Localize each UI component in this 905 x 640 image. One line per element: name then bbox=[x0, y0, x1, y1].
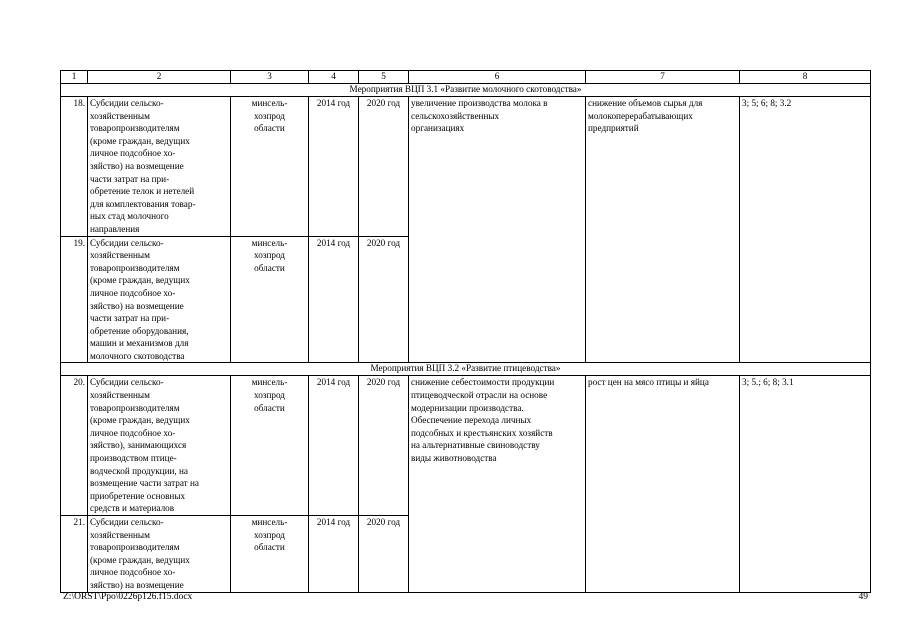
page-number: 49 bbox=[858, 592, 868, 602]
start-year: 2014 год bbox=[309, 376, 359, 516]
expected-result: увеличение производства молока в сельскохозяйственных организациях bbox=[409, 97, 586, 363]
end-year: 2020 год bbox=[359, 97, 409, 237]
row-number: 21. bbox=[61, 516, 88, 593]
section-row bbox=[61, 84, 871, 97]
header-cell: 4 bbox=[309, 71, 359, 84]
header-cell: 8 bbox=[740, 71, 871, 84]
start-year: 2014 год bbox=[309, 516, 359, 593]
table-row bbox=[61, 97, 871, 237]
risk-consequence: рост цен на мясо птицы и яйца bbox=[586, 376, 740, 592]
expected-result: снижение себестоимости продукции птицеводческой отрасли на основе модернизации производства. Обеспечение перехода личных подсобных и крестьянских хозяйств на альтернативные свиноводству виды животноводства bbox=[409, 376, 586, 592]
measure-name: Субсидии сельско- хозяйственным товаропроизводителям (кроме граждан, ведущих личное подсобное хо- зяйство) на возмещение bbox=[88, 516, 231, 593]
header-cell: 1 bbox=[61, 71, 88, 84]
program-table bbox=[60, 70, 871, 593]
header-cell: 5 bbox=[359, 71, 409, 84]
executor: минсель- хозпрод области bbox=[231, 97, 309, 237]
header-cell: 3 bbox=[231, 71, 309, 84]
start-year: 2014 год bbox=[309, 236, 359, 363]
start-year: 2014 год bbox=[309, 97, 359, 237]
related-indicators: 3; 5; 6; 8; 3.2 bbox=[740, 97, 871, 363]
section-row bbox=[61, 363, 871, 376]
header-cell: 7 bbox=[586, 71, 740, 84]
measure-name: Субсидии сельско- хозяйственным товаропроизводителям (кроме граждан, ведущих личное подсобное хо- зяйство), занимающихся производством птице- водческой продукции, на возмещение части затрат на приобретение основных средств и материалов bbox=[88, 376, 231, 516]
file-path: Z:\ORST\Ppo\0226p126.f15.docx bbox=[63, 592, 193, 602]
row-number: 18. bbox=[61, 97, 88, 237]
header-cell: 2 bbox=[88, 71, 231, 84]
executor: минсель- хозпрод области bbox=[231, 376, 309, 516]
header-cell: 6 bbox=[409, 71, 586, 84]
end-year: 2020 год bbox=[359, 376, 409, 516]
section-title: Мероприятия ВЦП 3.2 «Развитие птицеводства» bbox=[61, 363, 871, 376]
related-indicators: 3; 5.; 6; 8; 3.1 bbox=[740, 376, 871, 592]
end-year: 2020 год bbox=[359, 516, 409, 593]
row-number: 20. bbox=[61, 376, 88, 516]
measure-name: Субсидии сельско- хозяйственным товаропроизводителям (кроме граждан, ведущих личное подсобное хо- зяйство) на возмещение части затрат на при- обретение телок и нетелей для комплектования товар- ных стад молочного направления bbox=[88, 97, 231, 237]
table-row bbox=[61, 376, 871, 516]
header-row bbox=[61, 71, 871, 84]
row-number: 19. bbox=[61, 236, 88, 363]
section-title: Мероприятия ВЦП 3.1 «Развитие молочного скотоводства» bbox=[61, 84, 871, 97]
end-year: 2020 год bbox=[359, 236, 409, 363]
executor: минсель- хозпрод области bbox=[231, 236, 309, 363]
measure-name: Субсидии сельско- хозяйственным товаропроизводителям (кроме граждан, ведущих личное подсобное хо- зяйство) на возмещение части затрат на при- обретение оборудования, машин и механизмов для молочного скотоводства bbox=[88, 236, 231, 363]
executor: минсель- хозпрод области bbox=[231, 516, 309, 593]
risk-consequence: снижение объемов сырья для молокоперерабатывающих предприятий bbox=[586, 97, 740, 363]
